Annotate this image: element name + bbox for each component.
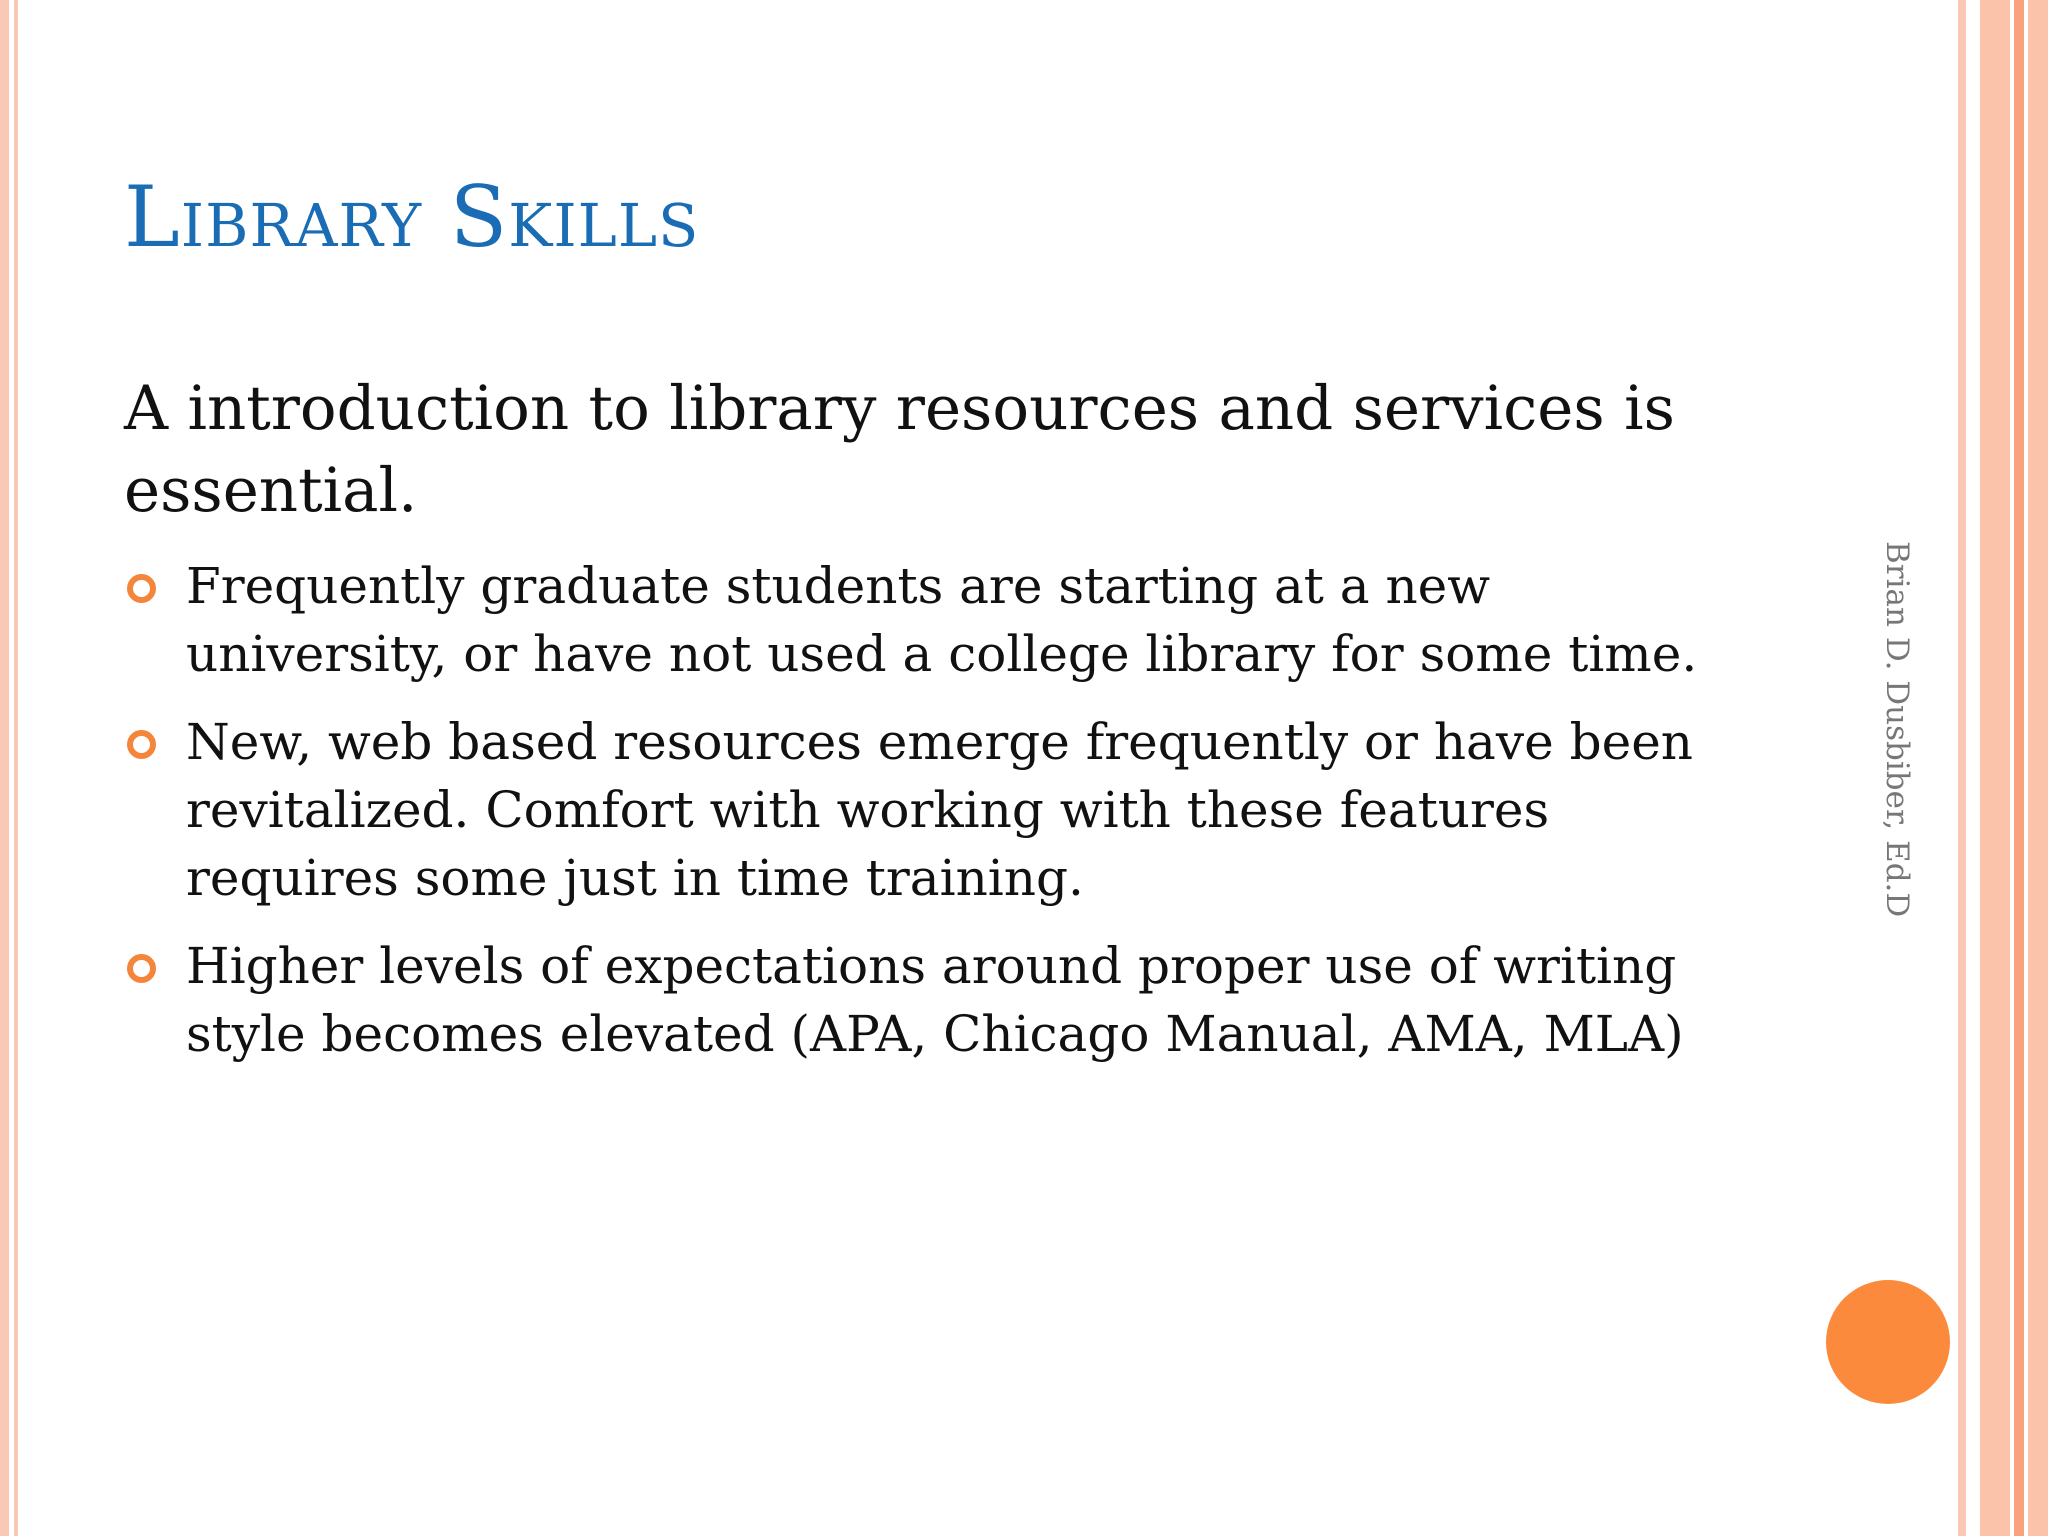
bullet-text: Higher levels of expectations around proper use of writing style becomes elevated (APA, Chicago Manual, AMA, MLA) (186, 937, 1684, 1063)
bullet-item (124, 932, 1764, 1068)
author-credit: Brian D. Dusbiber, Ed.D (1879, 541, 1915, 918)
right-border-strip (2014, 0, 2024, 1536)
bullet-item (124, 552, 1764, 688)
right-border-strip (1958, 0, 1966, 1536)
orange-circle-decoration (1826, 1280, 1950, 1404)
hollow-circle-bullet-icon (127, 574, 156, 603)
hollow-circle-bullet-icon (127, 954, 156, 983)
intro-paragraph: A introduction to library resources and services is essential. (124, 373, 1675, 526)
right-border-strip (2028, 0, 2048, 1536)
bullet-text: Frequently graduate students are starting at a new university, or have not used a college library for some time. (186, 557, 1698, 683)
left-border-strip (0, 0, 9, 1536)
hollow-circle-bullet-icon (127, 730, 156, 759)
slide-title: Library Skills (124, 168, 700, 266)
bullet-list (124, 552, 1764, 1088)
bullet-item (124, 708, 1764, 912)
left-border-strip (14, 0, 18, 1536)
bullet-text: New, web based resources emerge frequently or have been revitalized. Comfort with working with these features requires some just in time training. (186, 713, 1693, 907)
right-border-strip (1980, 0, 2010, 1536)
